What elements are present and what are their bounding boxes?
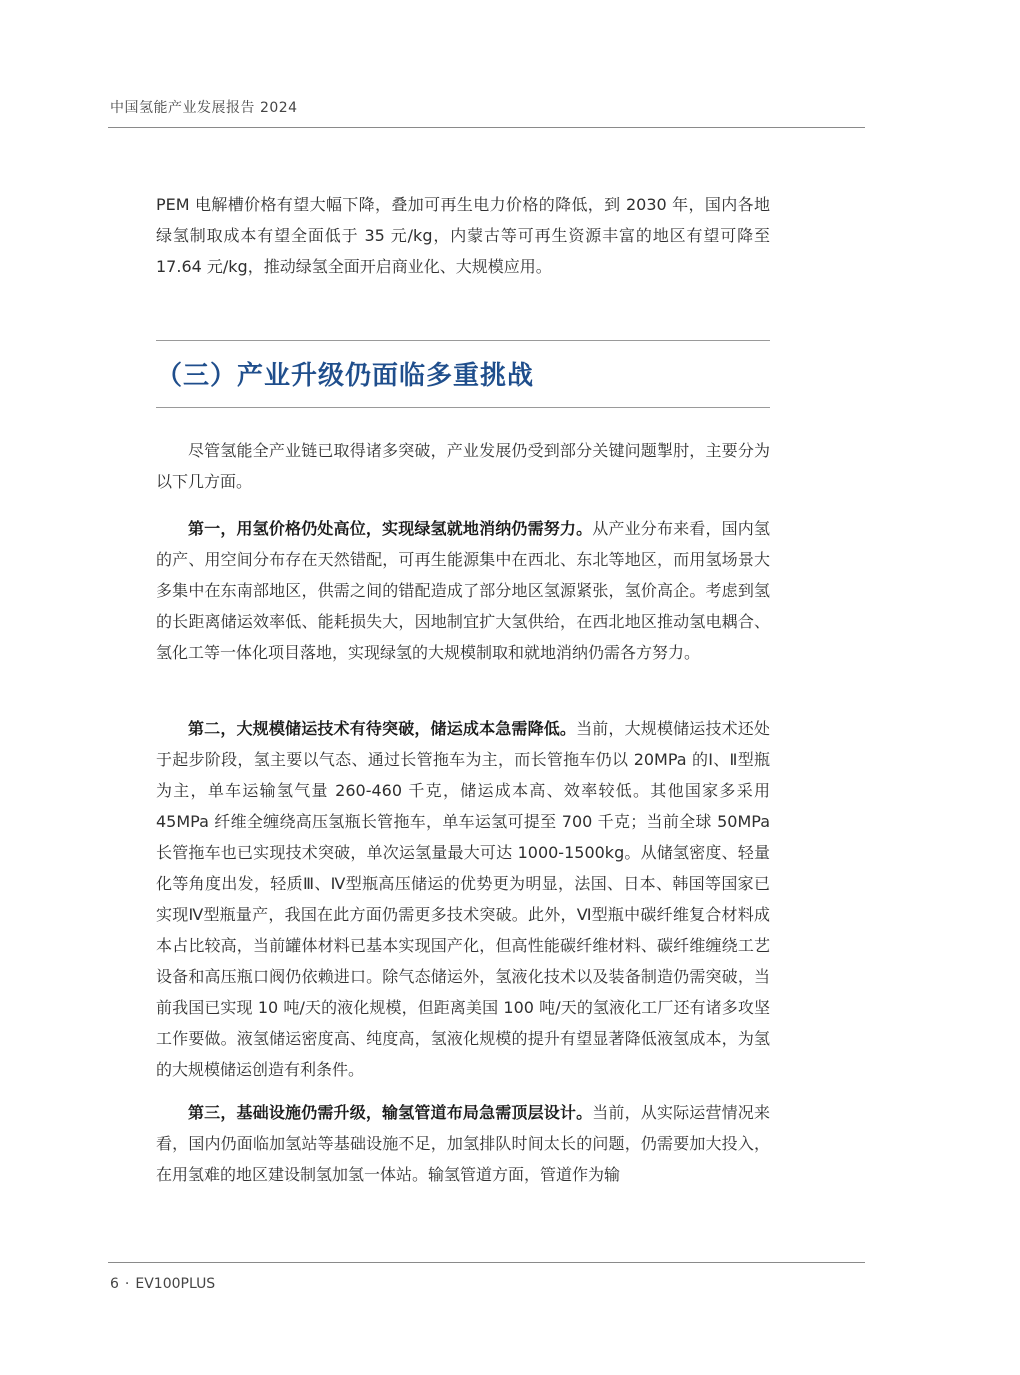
paragraph-second-point — [156, 713, 770, 1085]
paragraph-lead: 第一，用氢价格仍处高位，实现绿氢就地消纳仍需努力。 — [188, 519, 593, 538]
paragraph-first-point — [156, 513, 770, 668]
section-heading: （三）产业升级仍面临多重挑战 — [156, 361, 535, 391]
paragraph-text: 尽管氢能全产业链已取得诸多突破，产业发展仍受到部分关键问题掣肘，主要分为以下几方面。 — [156, 441, 770, 491]
paragraph-overview — [156, 435, 770, 497]
page-number: 6 — [110, 1276, 119, 1292]
footer-brand: EV100PLUS — [135, 1276, 216, 1292]
paragraph-lead: 第三，基础设施仍需升级，输氢管道布局急需顶层设计。 — [188, 1103, 593, 1122]
header-divider — [108, 127, 865, 128]
paragraph-text: 当前，大规模储运技术还处于起步阶段，氢主要以气态、通过长管拖车为主，而长管拖车仍以 20MPa 的Ⅰ、Ⅱ型瓶为主，单车运输氢气量 260-460 千克，储运成本高、效率较低。其他国家多采用 45MPa 纤维全缠绕高压氢瓶长管拖车，单车运氢可提至 700 千克；当前全球 50MPa 长管拖车也已实现技术突破，单次运氢量最大可达 1000-1500kg。从储氢密度、轻量化等角度出发，轻质Ⅲ、Ⅳ型瓶高压储运的优势更为明显，法国、日本、韩国等国家已实现Ⅳ型瓶量产，我国在此方面仍需更多技术突破。此外，Ⅵ型瓶中碳纤维复合材料成本占比较高，当前罐体材料已基本实现国产化，但高性能碳纤维材料、碳纤维缠绕工艺设备和高压瓶口阀仍依赖进口。除气态储运外，氢液化技术以及装备制造仍需突破，当前我国已实现 10 吨/天的液化规模，但距离美国 100 吨/天的氢液化工厂还有诸多攻坚工作要做。液氢储运密度高、纯度高，氢液化规模的提升有望显著降低液氢成本，为氢的大规模储运创造有利条件。 — [156, 719, 770, 1079]
paragraph-text: 从产业分布来看，国内氢的产、用空间分布存在天然错配，可再生能源集中在西北、东北等地区，而用氢场景大多集中在东南部地区，供需之间的错配造成了部分地区氢源紧张，氢价高企。考虑到氢的长距离储运效率低、能耗损失大，因地制宜扩大氢供给，在西北地区推动氢电耦合、氢化工等一体化项目落地，实现绿氢的大规模制取和就地消纳仍需各方努力。 — [156, 519, 770, 662]
footer-separator: · — [124, 1276, 130, 1292]
page-footer — [110, 1276, 221, 1292]
section-divider-bottom — [156, 407, 770, 408]
section-divider-top — [156, 340, 770, 341]
paragraph-text: 当前，从实际运营情况来看，国内仍面临加氢站等基础设施不足，加氢排队时间太长的问题，仍需要加大投入，在用氢难的地区建设制氢加氢一体站。输氢管道方面，管道作为输 — [156, 1103, 770, 1184]
footer-divider — [108, 1262, 865, 1263]
paragraph-third-point — [156, 1097, 770, 1190]
intro-paragraph: PEM 电解槽价格有望大幅下降，叠加可再生电力价格的降低，到 2030 年，国内各地绿氢制取成本有望全面低于 35 元/kg，内蒙古等可再生资源丰富的地区有望可降至 17.64 元/kg，推动绿氢全面开启商业化、大规模应用。 — [156, 195, 770, 276]
paragraph-lead: 第二，大规模储运技术有待突破，储运成本急需降低。 — [188, 719, 577, 738]
header-title: 中国氢能产业发展报告 2024 — [110, 100, 298, 116]
